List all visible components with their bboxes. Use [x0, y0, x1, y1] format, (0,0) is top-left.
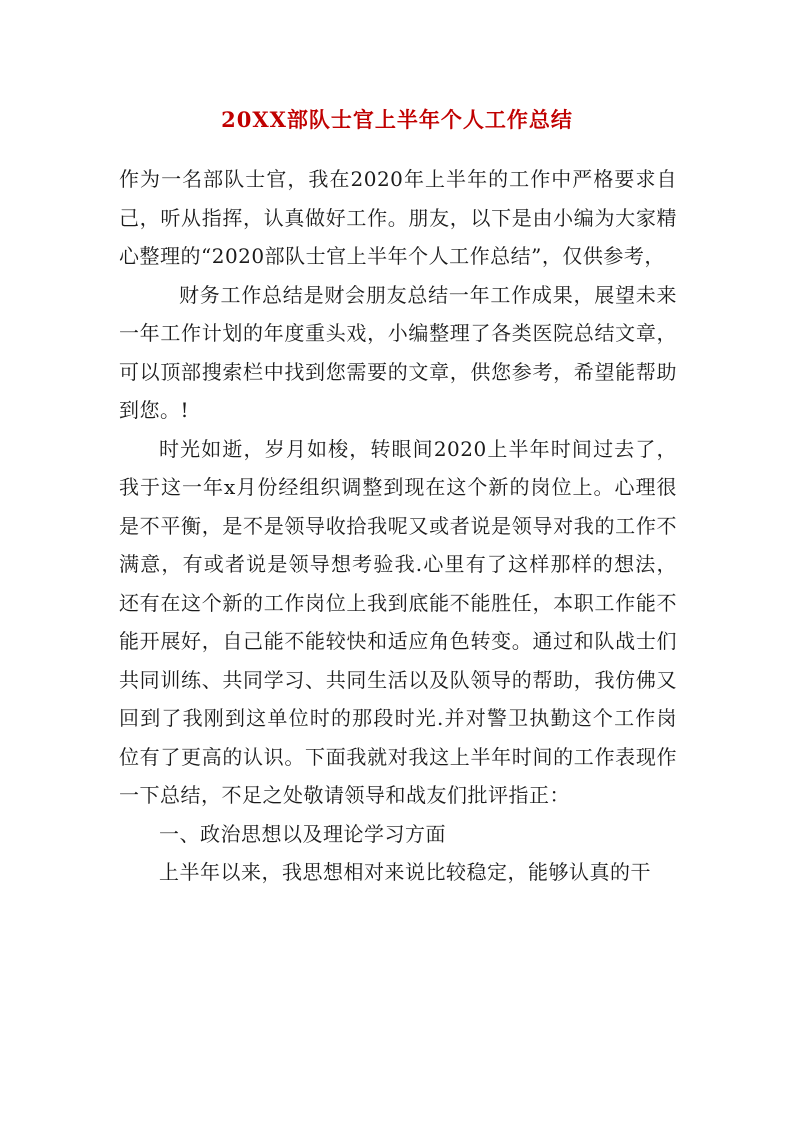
- paragraph-intro: 作为一名部队士官，我在2020年上半年的工作中严格要求自己，听从指挥，认真做好工作。朋友，以下是由小编为大家精心整理的“2020部队士官上半年个人工作总结”，仅供参考，: [119, 167, 677, 268]
- paragraph-note: 财务工作总结是财会朋友总结一年工作成果，展望未来一年工作计划的年度重头戏，小编整理了各类医院总结文章，可以顶部搜索栏中找到您需要的文章，供您参考，希望能帮助到您。!: [119, 282, 677, 422]
- section-heading: 一、政治思想以及理论学习方面: [159, 821, 446, 846]
- paragraph-main: 时光如逝，岁月如梭，转眼间2020上半年时间过去了，我于这一年x月份经组织调整到现在这个新的岗位上。心理很是不平衡，是不是领导收拾我呢又或者说是领导对我的工作不满意，有或者说是领导想考验我.心里有了这样那样的想法，还有在这个新的工作岗位上我到底能不能胜任，本职工作能不能开展好，自己能不能较快和适应角色转变。通过和队战士们共同训练、共同学习、共同生活以及队领导的帮助，我仿佛又回到了我刚到这单位时的那段时光.并对警卫执勤这个工作岗位有了更高的认识。下面我就对我这上半年时间的工作表现作一下总结，不足之处敬请领导和战友们批评指正：: [119, 436, 677, 807]
- document-title: 20XX部队士官上半年个人工作总结: [221, 107, 573, 132]
- document-body: [119, 160, 677, 892]
- paragraph-section-start: 上半年以来，我思想相对来说比较稳定，能够认真的干: [159, 860, 651, 884]
